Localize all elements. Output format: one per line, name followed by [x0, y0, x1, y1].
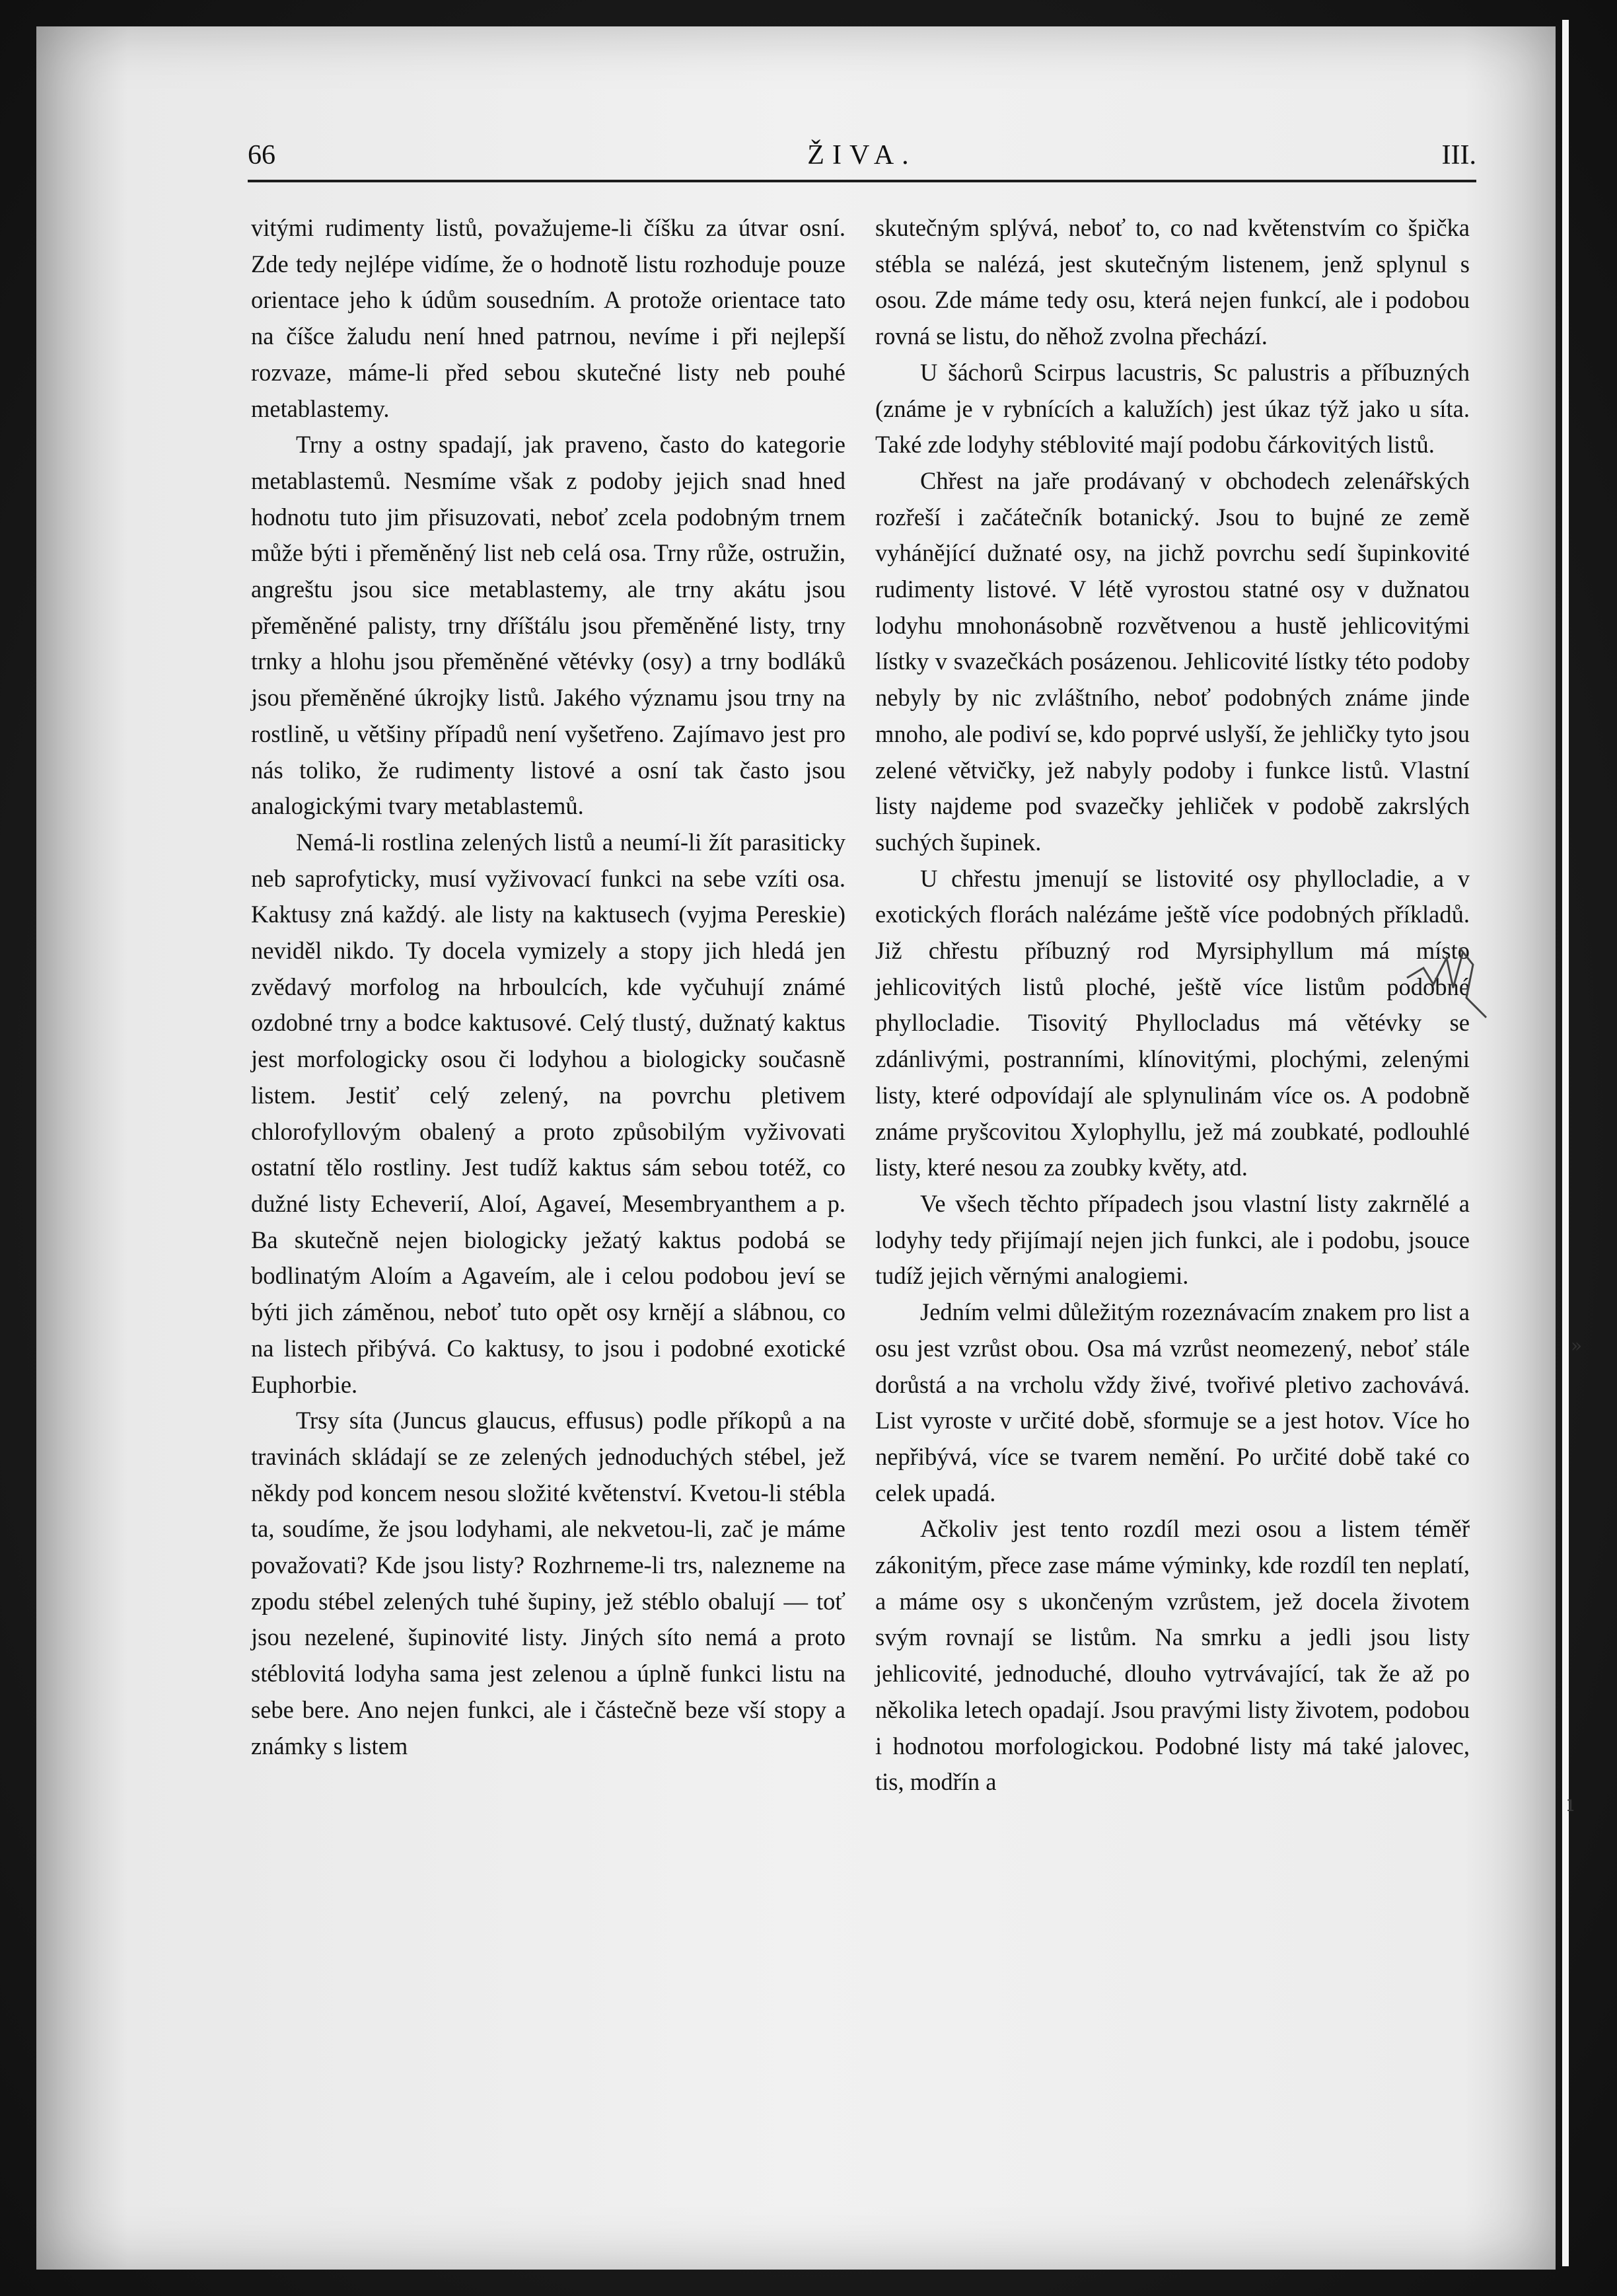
paragraph: Ačkoliv jest tento rozdíl mezi osou a listem téměř zákonitým, přece zase máme výminky, kde rozdíl ten neplatí, a máme osy s ukončeným vzrůstem, jež docela životem svým rovnají se listům. Na smrku a jedli jsou listy jehlicovité, jednoduché, dlouho vytrvávající, tak že až po několika letech opadají. Jsou pravými listy životem, podobou i hodnotou morfologickou. Podobné listy má také jalovec, tis, modřín a: [875, 1515, 1470, 1796]
paragraph: U chřestu jmenují se listovité osy phyllocladie, a v exotických florách nalézáme ještě více podobných příkladů. Již chřestu příbuzný rod Myrsiphyllum má místo jehlicovitých listů ploché, ještě více listům podobné phyllocladie. Tisovitý Phyllocladus má větévky se zdánlivými, postranními, klínovitými, plochými, zelenými listy, které odpovídají ale splynulinám více os. A podobně známe pryšcovitou Xylophyllu, jež má zoubkaté, podlouhlé listy, které nesou za zoubky květy, atd.: [875, 864, 1470, 1181]
paragraph: Chřest na jaře prodávaný v obchodech zelenářských rozřeší i začátečník botanický. Jsou to bujné ze země vyhánějící dužnaté osy, na jichž povrchu sedí šupinkovité rudimenty listové. V létě vyrostou statné osy v dužnatou lodyhu mnohonásobně rozvětvenou a hustě jehlicovitými lístky v svazečkách posázenou. Jehlicovité lístky této podoby nebyly by nic zvláštního, neboť podobných známe jinde mnoho, ale podiví se, kdo poprvé uslyší, že jehličky tyto jsou zelené větvičky, jež nabyly podoby i funkce listů. Vlastní listy najdeme pod svazečky jehliček v podobě zakrslých suchých šupinek.: [875, 466, 1470, 856]
paragraph: Ve všech těchto případech jsou vlastní listy zakrnělé a lodyhy tedy přijímají nejen jich funkci, ale i podobu, jsouce tudíž jejich věrnými analogiemi.: [875, 1189, 1470, 1290]
paragraph: U šáchorů Scirpus lacustris, Sc palustris a příbuzných (známe je v rybnících a kalužích) jest úkaz týž jako u síta. Také zde lodyhy stéblovité mají podobu čárkovitých listů.: [875, 358, 1470, 459]
paragraph: Jedním velmi důležitým rozeznávacím znakem pro list a osu jest vzrůst obou. Osa má vzrůst neomezený, neboť stále dorůstá a na vrcholu vždy živé, tvořivé pletivo zachovává. List vyroste v určité době, sformuje se a jest hotov. Více ho nepřibývá, více se tvarem nemění. Po určité době také co celek upadá.: [875, 1298, 1470, 1506]
page-number: 66: [248, 140, 275, 170]
paragraph: Trny a ostny spadají, jak praveno, často do kategorie metablastemů. Nesmíme však z podoby jejich snad hned hodnotu tuto jim přisuzovati, neboť zcela podobným trnem může býti i přeměněný list neb celá osa. Trny růže, ostružin, angreštu jsou sice metablastemy, ale trny akátu jsou přeměněné palisty, trny dříštálu jsou přeměněné listy, trny trnky a hlohu jsou přeměněné větévky (osy) a trny bodláků jsou přeměněné úkrojky listů. Jakého významu jsou trny na rostlině, u většiny případů není vyšetřeno. Zajímavo jest pro nás toliko, že rudimenty listové a osní tak často jsou analogickými tvary metablastemů.: [251, 431, 845, 820]
page-edge: [1562, 20, 1569, 2266]
journal-title: ŽIVA.: [807, 140, 917, 170]
right-column: [875, 210, 1470, 1800]
running-header: [248, 135, 1476, 176]
margin-mark: »: [1571, 1335, 1583, 1356]
paragraph: Nemá-li rostlina zelených listů a neumí-li žít parasiticky neb saprofyticky, musí vyživovací funkci na sebe vzíti osa. Kaktusy zná každý. ale listy na kaktusech (vyjma Pereskie) neviděl nikdo. Ty docela vymizely a stopy jich hledá jen zvědavý morfolog na hrboulcích, kde vyčuhují známé ozdobné trny a bodce kaktusové. Celý tlustý, dužnatý kaktus jest morfologicky osou či lodyhou a biologicky současně listem. Jestiť celý zelený, na povrchu pletivem chlorofyllovým obalený a proto způsobilým vyživovati ostatní tělo rostliny. Jest tudíž kaktus sám sebou totéž, co dužné listy Echeverií, Aloí, Agaveí, Mesembryanthem a p. Ba skutečně nejen biologicky ježatý kaktus podobá se bodlinatým Aloím a Agaveím, ale i celou podobou jeví se býti jich záměnou, neboť tuto opět osy krnějí a slábnou, co na listech přibývá. Co kaktusy, to jsou i podobné exotické Euphorbie.: [251, 828, 845, 1398]
margin-mark: ı: [1567, 1791, 1574, 1817]
paragraph: Trsy síta (Juncus glaucus, effusus) podle příkopů a na travinách skládají se ze zelených jednoduchých stébel, jež někdy pod koncem nesou složité květenství. Kvetou-li stébla ta, soudíme, že jsou lodyhami, ale nekvetou-li, zač je máme považovati? Kde jsou listy? Rozhrneme-li trs, nalezneme na zpodu stébel zelených tuhé šupiny, jež stéblo obalují — toť jsou nezelené, šupinovité listy. Jiných síto nemá a proto stéblovitá lodyha sama jest zelenou a úplně funkci listu na sebe bere. Ano nejen funkci, ale i částečně beze vší stopy a známky s listem: [251, 1407, 845, 1759]
paragraph: vitými rudimenty listů, považujeme-li číšku za útvar osní. Zde tedy nejlépe vidíme, že o hodnotě listu rozhoduje pouze orientace jeho k údům sousedním. A protože orientace tato na číšce žaludu není hned patrnou, nevíme i při nejlepší rozvaze, máme-li před sebou skutečné listy neb pouhé metablastemy.: [251, 214, 845, 422]
pencil-annotation: [1400, 938, 1506, 1037]
left-column: [251, 210, 845, 1764]
paragraph: skutečným splývá, neboť to, co nad květenstvím co špička stébla se nalézá, jest skutečným listenem, jenž splynul s osou. Zde máme tedy osu, která nejen funkcí, ale i podobou rovná se listu, do něhož zvolna přechází.: [875, 214, 1470, 350]
header-rule: [248, 180, 1476, 182]
volume-number: III.: [1441, 140, 1476, 170]
